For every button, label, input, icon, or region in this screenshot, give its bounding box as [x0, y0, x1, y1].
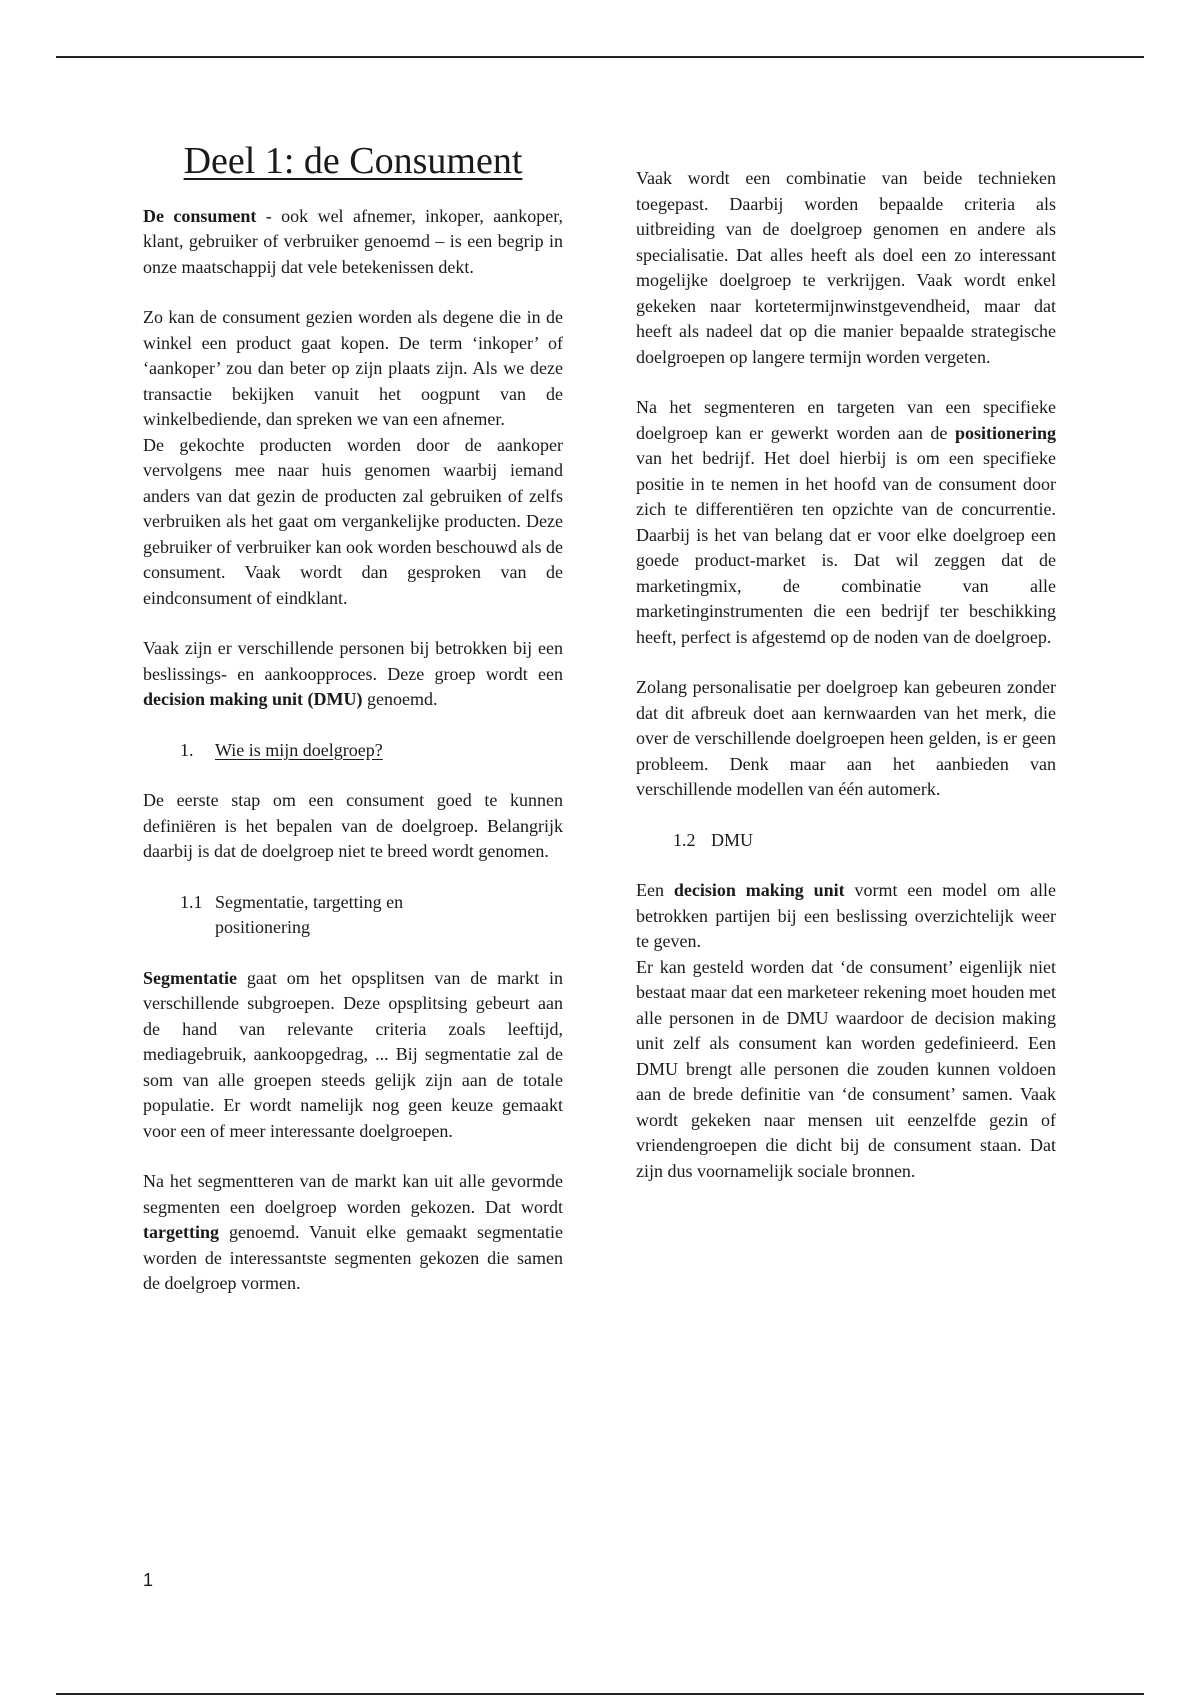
bold-term: Segmentatie — [143, 967, 237, 988]
paragraph-inkoper: Zo kan de consument gezien worden als degene die in de winkel een product gaat kopen. De term ‘inkoper’ of ‘aankoper’ zou dan beter op zijn plaats zijn. Als we deze transactie bekijken vanuit het oogpunt van de winkelbediende, dan spreken we van een afnemer. — [143, 307, 563, 430]
footer-rule — [56, 1693, 1144, 1695]
subsection-heading-dmu: 1.2 DMU — [673, 829, 754, 850]
paragraph-gebruiker: De gekochte producten worden door de aankoper vervolgens mee naar huis genomen waarbij iemand anders van dat gezin de producten zal gebruiken of zelfs verbruiken als het gaat om vergankelijke producten. Deze gebruiker of verbruiker kan ook worden beschouwd als de consument. Vaak wordt dan gesproken van de eindconsument of eindklant. — [143, 434, 563, 608]
page-title: Deel 1: de Consument — [183, 140, 523, 182]
paragraph-dmu-model: Een decision making unit vormt een model om alle betrokken partijen bij een beslissing overzichtelijk weer te geven. — [636, 880, 1057, 951]
paragraph-segmentatie: Segmentatie gaat om het opsplitsen van de markt in verschillende subgroepen. Deze opsplitsing gebeurt aan de hand van relevante criteria zoals leeftijd, mediagebruik, aankoopgedrag, ... Bij segmentatie zal de som van alle groepen steeds gelijk zijn aan de totale populatie. Er wordt namelijk nog geen keuze gemaakt voor een of meer interessante doelgroepen. — [143, 967, 563, 1141]
paragraph-personalisatie: Zolang personalisatie per doelgroep kan gebeuren zonder dat dit afbreuk doet aan kernwaarden van het merk, die over de verschillende doelgroepen heen gelden, is er geen probleem. Denk maar aan het aanbieden van verschillende modellen van één automerk. — [636, 677, 1056, 799]
bold-term: targetting — [143, 1222, 219, 1243]
paragraph-targetting: Na het segmentteren van de markt kan uit alle gevormde segmenten een doelgroep worden gekozen. Dat wordt targetting genoemd. Vanuit elke gemaakt segmentatie worden de interessantste segmenten gekozen die samen de doelgroep vormen. — [143, 1171, 563, 1294]
paragraph-combinatie: Vaak wordt een combinatie van beide technieken toegepast. Daarbij worden bepaalde criteria als uitbreiding van de doelgroep genomen en andere als specialisatie. Dat alles heeft als doel een zo interessant mogelijke doelgroep te verkrijgen. Vaak wordt enkel gekeken naar kortetermijnwinstgevendheid, maar dat heeft als nadeel dat op die manier bepaalde strategische doelgroepen op langere termijn worden vergeten. — [636, 168, 1056, 367]
page-number: 1 — [143, 1570, 154, 1590]
paragraph-eerste-stap: De eerste stap om een consument goed te kunnen definiëren is het bepalen van de doelgroep. Belangrijk daarbij is dat de doelgroep niet te breed wordt genomen. — [143, 790, 563, 862]
header-rule — [56, 56, 1144, 58]
right-column — [636, 166, 1056, 1184]
paragraph-dmu-consument: Er kan gesteld worden dat ‘de consument’ eigenlijk niet bestaat maar dat een marketeer rekening moet houden met alle personen in de DMU waardoor de decision making unit zelf als consument kan worden gedefinieerd. Een DMU brengt alle personen die zouden kunnen voldoen aan de brede definitie van ‘de consument’ samen. Vaak wordt gekeken naar mensen uit eenzelfde gezin of vriendengroepen die dicht bij de consument staan. Dat zijn dus voornamelijk sociale bronnen. — [636, 956, 1056, 1181]
paragraph-consument-intro: De consument - ook wel afnemer, inkoper, aankoper, klant, gebruiker of verbruiker genoemd – is een begrip in onze maatschappij dat vele betekenissen dekt. — [143, 205, 563, 277]
bold-term: decision making unit (DMU) — [143, 689, 363, 710]
left-column — [143, 140, 563, 1297]
bold-term: De consument — [143, 205, 257, 226]
section-heading-doelgroep: 1. Wie is mijn doelgroep? — [180, 739, 383, 760]
bold-term: positionering — [954, 422, 1056, 443]
paragraph-positionering: Na het segmenteren en targeten van een specifieke doelgroep kan er gewerkt worden aan de positionering van het bedrijf. Het doel hierbij is om een specifieke positie in te nemen in het hoofd van de consument door zich te differentiëren ten opzichte van de concurrentie. Daarbij is het van belang dat er voor elke doelgroep een goede product-market is. Dat wil zeggen dat de marketingmix, de combinatie van alle marketinginstrumenten die een bedrijf ter beschikking heeft, perfect is afgestemd op de noden van de doelgroep. — [636, 397, 1056, 647]
bold-term: decision making unit — [673, 880, 845, 900]
subsection-heading-segmentatie: 1.1 Segmentatie, targetting en positionering — [180, 891, 404, 938]
paragraph-dmu-intro: Vaak zijn er verschillende personen bij betrokken bij een beslissings- en aankoopproces. Deze groep wordt een decision making unit (DMU) genoemd. — [143, 638, 563, 710]
